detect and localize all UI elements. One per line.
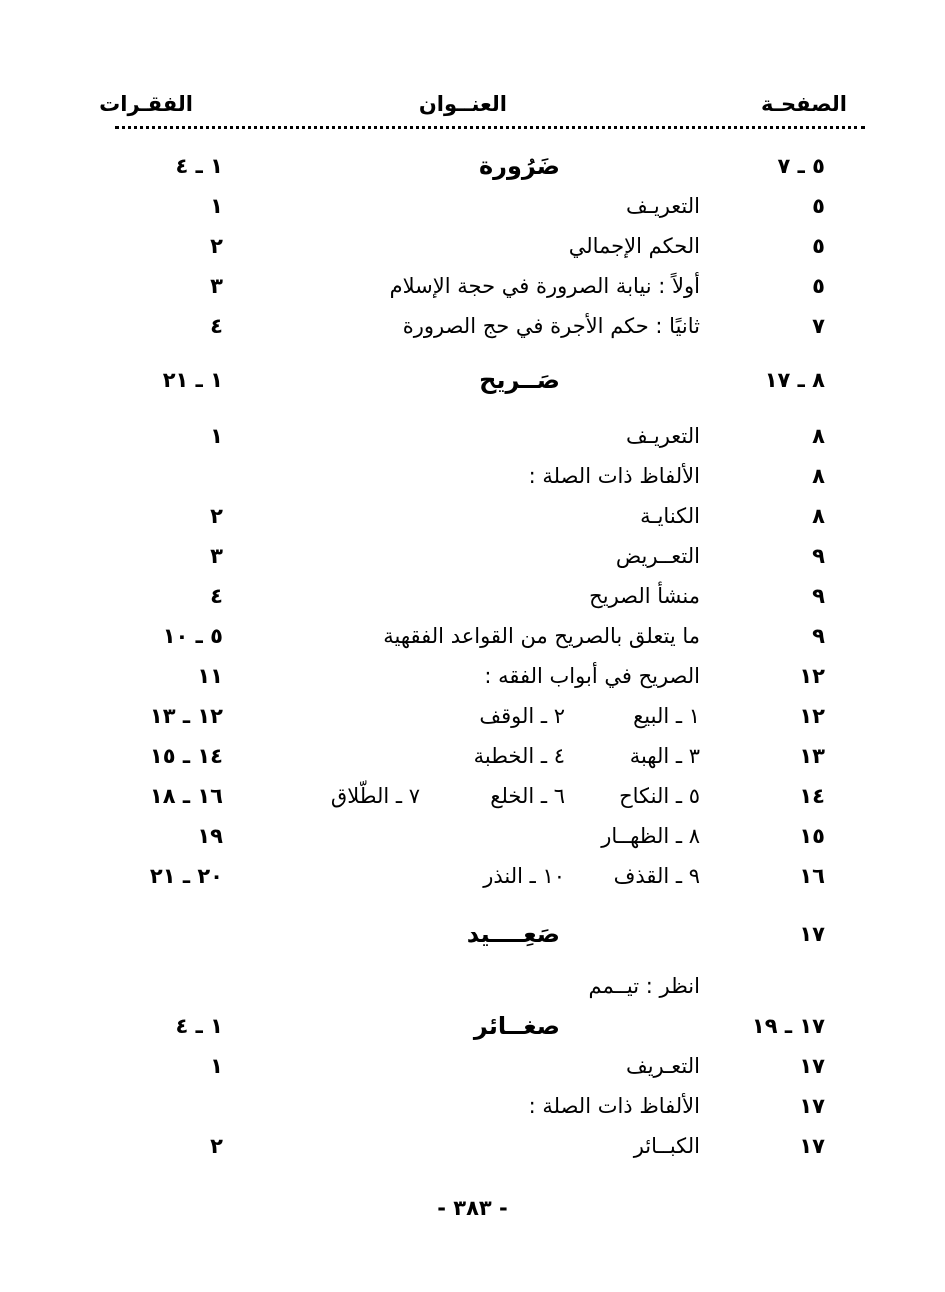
row-title-third: ٧ ـ الطّلاق xyxy=(330,784,420,808)
row-page: ٥ xyxy=(812,274,825,298)
row-title: الألفاظ ذات الصلة : xyxy=(528,464,700,488)
row-paragraphs: ١ ـ ٤ xyxy=(175,154,223,178)
row-page: ١٢ xyxy=(799,664,825,688)
index-row xyxy=(0,458,945,494)
row-title: منشأ الصريح xyxy=(589,584,700,608)
index-row xyxy=(0,228,945,264)
index-row xyxy=(0,268,945,304)
header-page: الصفحـة xyxy=(761,92,847,116)
index-row xyxy=(0,968,945,1004)
row-paragraphs: ١ ـ ٤ xyxy=(175,1014,223,1038)
index-row xyxy=(0,858,945,894)
row-title: ٩ ـ القذف xyxy=(613,864,700,888)
row-title: الألفاظ ذات الصلة : xyxy=(528,1094,700,1118)
row-paragraphs: ٢ xyxy=(210,504,223,528)
row-title: ما يتعلق بالصريح من القواعد الفقهية xyxy=(383,624,700,648)
index-row xyxy=(0,578,945,614)
row-page: ١٧ xyxy=(799,1054,825,1078)
row-title: ضَرُورة xyxy=(478,152,560,180)
row-paragraphs: ١ ـ ٢١ xyxy=(162,368,223,392)
index-row xyxy=(0,1008,945,1044)
row-page: ٩ xyxy=(812,544,825,568)
index-row xyxy=(0,538,945,574)
index-row xyxy=(0,418,945,454)
row-title: ٥ ـ النكاح xyxy=(619,784,700,808)
row-page: ١٧ xyxy=(799,1094,825,1118)
row-page: ١٧ xyxy=(799,1134,825,1158)
row-title: ٣ ـ الهبة xyxy=(629,744,700,768)
row-paragraphs: ١١ xyxy=(197,664,223,688)
row-page: ٥ xyxy=(812,194,825,218)
index-row xyxy=(0,362,945,398)
row-paragraphs: ٢ xyxy=(210,1134,223,1158)
row-title: التعــريض xyxy=(615,544,700,568)
row-title-second: ٢ ـ الوقف xyxy=(479,704,565,728)
row-title: الصريح في أبواب الفقه : xyxy=(484,664,700,688)
row-paragraphs: ٢٠ ـ ٢١ xyxy=(149,864,223,888)
row-page: ١٧ xyxy=(799,922,825,946)
page-number: - ٣٨٣ - xyxy=(437,1196,508,1220)
row-paragraphs: ١ xyxy=(210,194,223,218)
index-row xyxy=(0,188,945,224)
row-page: ٨ xyxy=(812,504,825,528)
row-page: ٩ xyxy=(812,584,825,608)
header-paragraphs: الفقـرات xyxy=(99,92,193,116)
row-paragraphs: ٥ ـ ١٠ xyxy=(162,624,223,648)
index-row xyxy=(0,498,945,534)
index-row xyxy=(0,778,945,814)
row-title: الكنايـة xyxy=(640,504,700,528)
row-page: ٥ ـ ٧ xyxy=(777,154,825,178)
row-title: صغــائر xyxy=(473,1012,560,1040)
row-page: ١٣ xyxy=(799,744,825,768)
row-paragraphs: ١٩ xyxy=(197,824,223,848)
row-page: ١٧ ـ ١٩ xyxy=(751,1014,825,1038)
row-title: الكبــائر xyxy=(633,1134,700,1158)
row-title: ١ ـ البيع xyxy=(633,704,700,728)
header-divider xyxy=(115,126,865,129)
row-title-second: ٦ ـ الخلع xyxy=(490,784,565,808)
row-paragraphs: ١٦ ـ ١٨ xyxy=(149,784,223,808)
row-title-second: ٤ ـ الخطبة xyxy=(473,744,565,768)
row-page: ٥ xyxy=(812,234,825,258)
row-page: ٧ xyxy=(812,314,825,338)
row-title: التعريـف xyxy=(625,424,700,448)
index-row xyxy=(0,308,945,344)
row-page: ٨ xyxy=(812,464,825,488)
row-title: التعريـف xyxy=(625,194,700,218)
index-row xyxy=(0,148,945,184)
row-paragraphs: ١ xyxy=(210,424,223,448)
row-page: ١٤ xyxy=(799,784,825,808)
index-row xyxy=(0,1128,945,1164)
index-row xyxy=(0,916,945,952)
row-page: ١٦ xyxy=(799,864,825,888)
row-paragraphs: ٣ xyxy=(210,274,223,298)
index-row xyxy=(0,698,945,734)
row-title: ثانيًا : حكم الأجرة في حج الصرورة xyxy=(402,314,700,338)
row-paragraphs: ١٤ ـ ١٥ xyxy=(149,744,223,768)
row-title: انظر : تيــمم xyxy=(588,974,700,998)
index-row xyxy=(0,658,945,694)
row-title: صَعِــــيد xyxy=(466,920,560,948)
row-title: ٨ ـ الظهــار xyxy=(601,824,700,848)
index-row xyxy=(0,818,945,854)
row-title: التعـريف xyxy=(625,1054,700,1078)
row-page: ١٢ xyxy=(799,704,825,728)
index-row xyxy=(0,618,945,654)
row-paragraphs: ٢ xyxy=(210,234,223,258)
row-page: ١٥ xyxy=(799,824,825,848)
row-title: أولاً : نيابة الصرورة في حجة الإسلام xyxy=(389,274,700,298)
row-title: الحكم الإجمالي xyxy=(568,234,700,258)
row-page: ٩ xyxy=(812,624,825,648)
row-paragraphs: ٤ xyxy=(210,584,223,608)
row-title: صَــريح xyxy=(479,366,560,394)
row-page: ٨ ـ ١٧ xyxy=(764,368,825,392)
index-row xyxy=(0,1048,945,1084)
row-page: ٨ xyxy=(812,424,825,448)
row-paragraphs: ٤ xyxy=(210,314,223,338)
row-title-second: ١٠ ـ النذر xyxy=(483,864,565,888)
index-row xyxy=(0,738,945,774)
row-paragraphs: ٣ xyxy=(210,544,223,568)
row-paragraphs: ١٢ ـ ١٣ xyxy=(149,704,223,728)
row-paragraphs: ١ xyxy=(210,1054,223,1078)
header-title: العنــوان xyxy=(418,92,507,116)
index-row xyxy=(0,1088,945,1124)
